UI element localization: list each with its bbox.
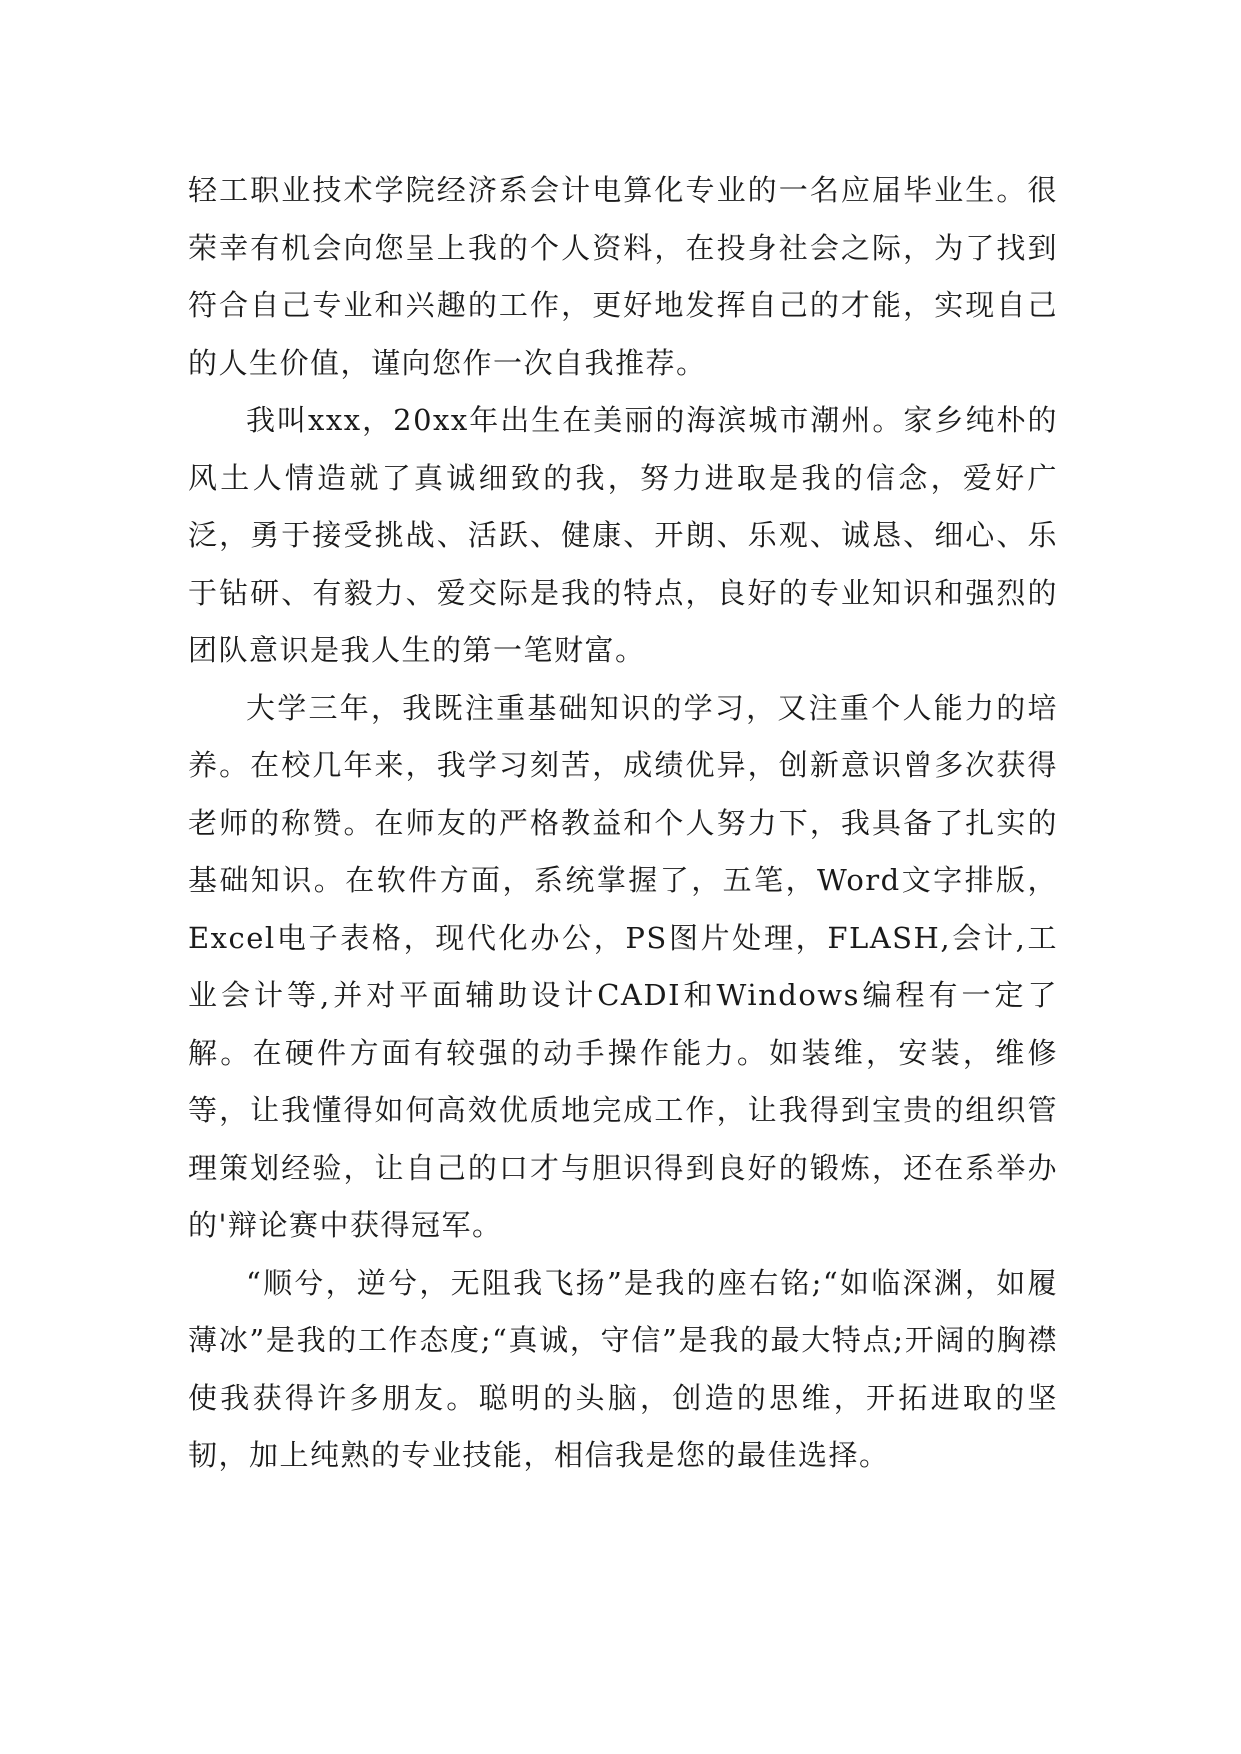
document-body xyxy=(188,162,1058,1485)
paragraph-closing: “顺兮，逆兮，无阻我飞扬”是我的座右铭;“如临深渊，如履薄冰”是我的工作态度;“真诚，守信”是我的最大特点;开阔的胸襟使我获得许多朋友。聪明的头脑，创造的思维，开拓进取的坚韧，加上纯熟的专业技能，相信我是您的最佳选择。 xyxy=(188,1265,1058,1472)
paragraph-education: 大学三年，我既注重基础知识的学习，又注重个人能力的培养。在校几年来，我学习刻苦，成绩优异，创新意识曾多次获得老师的称赞。在师友的严格教益和个人努力下，我具备了扎实的基础知识。在软件方面，系统掌握了，五笔，Word文字排版，Excel电子表格，现代化办公，PS图片处理，FLASH,会计,工业会计等,并对平面辅助设计CADI和Windows编程有一定了解。在硬件方面有较强的动手操作能力。如装维，安装，维修等，让我懂得如何高效优质地完成工作，让我得到宝贵的组织管理策划经验，让自己的口才与胆识得到良好的锻炼，还在系举办的'辩论赛中获得冠军。 xyxy=(188,690,1058,1242)
paragraph-personal: 我叫xxx，20xx年出生在美丽的海滨城市潮州。家乡纯朴的风土人情造就了真诚细致的我，努力进取是我的信念，爱好广泛，勇于接受挑战、活跃、健康、开朗、乐观、诚恳、细心、乐于钻研、有毅力、爱交际是我的特点，良好的专业知识和强烈的团队意识是我人生的第一笔财富。 xyxy=(188,403,1058,667)
paragraph-intro: 轻工职业技术学院经济系会计电算化专业的一名应届毕业生。很荣幸有机会向您呈上我的个人资料，在投身社会之际，为了找到符合自己专业和兴趣的工作，更好地发挥自己的才能，实现自己的人生价值，谨向您作一次自我推荐。 xyxy=(188,173,1058,380)
